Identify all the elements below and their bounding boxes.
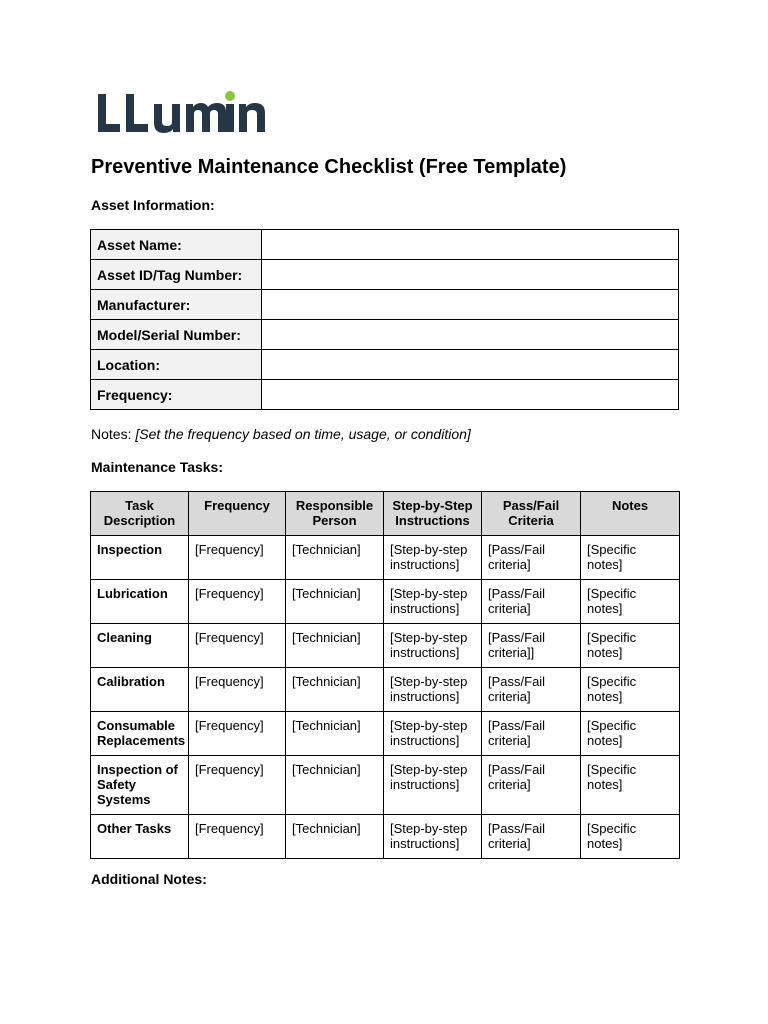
manufacturer-label: Manufacturer: <box>91 290 262 320</box>
criteria-cell[interactable]: [Pass/Fail criteria] <box>482 712 581 756</box>
document-title: Preventive Maintenance Checklist (Free Template) <box>91 156 567 178</box>
logo-wordmark <box>96 88 268 149</box>
criteria-cell[interactable]: [Pass/Fail criteria] <box>482 756 581 815</box>
location-field[interactable] <box>262 350 679 380</box>
instructions-cell[interactable]: [Step-by-step instructions] <box>384 624 482 668</box>
instructions-cell[interactable]: [Step-by-step instructions] <box>384 536 482 580</box>
frequency-cell[interactable]: [Frequency] <box>189 536 286 580</box>
task-description-cell: Inspection of Safety Systems <box>91 756 189 815</box>
frequency-cell[interactable]: [Frequency] <box>189 756 286 815</box>
table-row <box>91 756 680 815</box>
column-header: Pass/Fail Criteria <box>482 492 581 536</box>
logo-wordmark-svg <box>96 88 268 136</box>
model-serial-field[interactable] <box>262 320 679 350</box>
notes-cell[interactable]: [Specific notes] <box>581 668 680 712</box>
task-description-cell: Cleaning <box>91 624 189 668</box>
asset-name-field[interactable] <box>262 230 679 260</box>
frequency-field[interactable] <box>262 380 679 410</box>
table-row <box>91 536 680 580</box>
table-row <box>91 712 680 756</box>
instructions-cell[interactable]: [Step-by-step instructions] <box>384 815 482 859</box>
additional-notes-heading: Additional Notes: <box>91 871 207 887</box>
asset-row-id <box>91 260 679 290</box>
criteria-cell[interactable]: [Pass/Fail criteria] <box>482 536 581 580</box>
responsible-person-cell[interactable]: [Technician] <box>286 756 384 815</box>
notes-prefix: Notes: <box>91 426 136 442</box>
task-description-cell: Lubrication <box>91 580 189 624</box>
asset-id-label: Asset ID/Tag Number: <box>91 260 262 290</box>
frequency-cell[interactable]: [Frequency] <box>189 624 286 668</box>
responsible-person-cell[interactable]: [Technician] <box>286 580 384 624</box>
task-description-cell: Other Tasks <box>91 815 189 859</box>
instructions-cell[interactable]: [Step-by-step instructions] <box>384 756 482 815</box>
asset-information-table <box>90 229 679 410</box>
criteria-cell[interactable]: [Pass/Fail criteria] <box>482 668 581 712</box>
model-serial-label: Model/Serial Number: <box>91 320 262 350</box>
asset-row-name <box>91 230 679 260</box>
frequency-cell[interactable]: [Frequency] <box>189 712 286 756</box>
table-row <box>91 668 680 712</box>
notes-line <box>91 426 471 442</box>
responsible-person-cell[interactable]: [Technician] <box>286 712 384 756</box>
notes-cell[interactable]: [Specific notes] <box>581 624 680 668</box>
asset-row-frequency <box>91 380 679 410</box>
responsible-person-cell[interactable]: [Technician] <box>286 668 384 712</box>
asset-id-field[interactable] <box>262 260 679 290</box>
column-header: Frequency <box>189 492 286 536</box>
notes-cell[interactable]: [Specific notes] <box>581 580 680 624</box>
frequency-cell[interactable]: [Frequency] <box>189 580 286 624</box>
column-header: Responsible Person <box>286 492 384 536</box>
asset-row-manufacturer <box>91 290 679 320</box>
criteria-cell[interactable]: [Pass/Fail criteria]] <box>482 624 581 668</box>
maintenance-tasks-heading: Maintenance Tasks: <box>91 459 224 475</box>
responsible-person-cell[interactable]: [Technician] <box>286 536 384 580</box>
asset-row-location <box>91 350 679 380</box>
notes-cell[interactable]: [Specific notes] <box>581 536 680 580</box>
maintenance-tasks-table <box>90 491 680 859</box>
column-header: Task Description <box>91 492 189 536</box>
manufacturer-field[interactable] <box>262 290 679 320</box>
responsible-person-cell[interactable]: [Technician] <box>286 624 384 668</box>
notes-cell[interactable]: [Specific notes] <box>581 712 680 756</box>
instructions-cell[interactable]: [Step-by-step instructions] <box>384 668 482 712</box>
table-row <box>91 624 680 668</box>
criteria-cell[interactable]: [Pass/Fail criteria] <box>482 580 581 624</box>
llumin-logo <box>96 94 268 142</box>
task-description-cell: Inspection <box>91 536 189 580</box>
asset-information-heading: Asset Information: <box>91 197 215 213</box>
location-label: Location: <box>91 350 262 380</box>
notes-cell[interactable]: [Specific notes] <box>581 815 680 859</box>
task-description-cell: Calibration <box>91 668 189 712</box>
frequency-label: Frequency: <box>91 380 262 410</box>
table-row <box>91 580 680 624</box>
responsible-person-cell[interactable]: [Technician] <box>286 815 384 859</box>
instructions-cell[interactable]: [Step-by-step instructions] <box>384 580 482 624</box>
criteria-cell[interactable]: [Pass/Fail criteria] <box>482 815 581 859</box>
table-header-row <box>91 492 680 536</box>
frequency-cell[interactable]: [Frequency] <box>189 815 286 859</box>
table-row <box>91 815 680 859</box>
task-description-cell: Consumable Replacements <box>91 712 189 756</box>
column-header: Step-by-Step Instructions <box>384 492 482 536</box>
asset-name-label: Asset Name: <box>91 230 262 260</box>
frequency-cell[interactable]: [Frequency] <box>189 668 286 712</box>
notes-cell[interactable]: [Specific notes] <box>581 756 680 815</box>
instructions-cell[interactable]: [Step-by-step instructions] <box>384 712 482 756</box>
column-header: Notes <box>581 492 680 536</box>
asset-row-model <box>91 320 679 350</box>
notes-text: [Set the frequency based on time, usage, or condition] <box>135 426 471 442</box>
